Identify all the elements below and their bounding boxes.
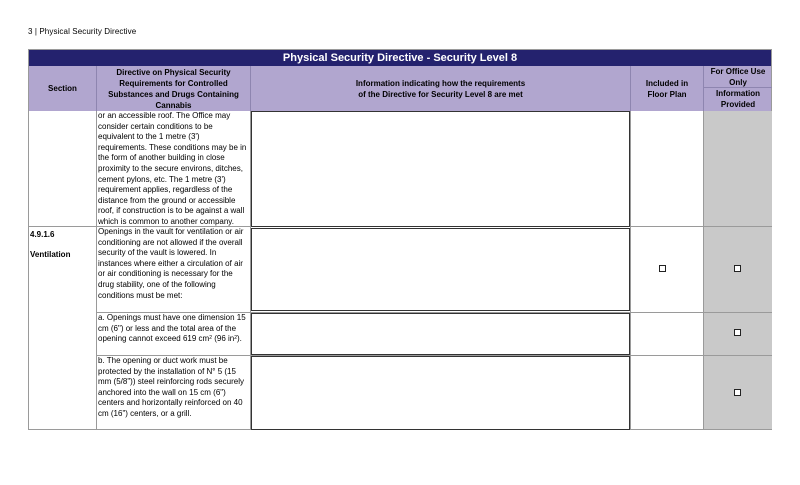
information-provided-checkbox[interactable] <box>734 389 741 396</box>
information-provided-checkbox[interactable] <box>734 329 741 336</box>
table-title: Physical Security Directive - Security Level 8 <box>29 50 771 66</box>
directive-text: or an accessible roof. The Office may consider certain conditions to be equivalent to the 1 metre (3') requirements. These conditions may be in the form of another building in close proximity to the secure environs, ditches, cement pylons, etc. The 1 metre (3') requirement applies, regardless of the distance from the ground or accessible roof, if construction is to be against a wall which is common to another company. <box>98 111 247 226</box>
section-name: Ventilation <box>30 250 71 259</box>
header-directive: Directive on Physical Security Requirements for Controlled Substances and Drugs Containing Cannabis <box>97 66 251 111</box>
floor-plan-checkbox[interactable] <box>659 265 666 272</box>
header-office-use-only: For Office Use Only <box>704 66 772 88</box>
header-section: Section <box>29 66 97 111</box>
header-information-provided: Information Provided <box>716 89 760 109</box>
column-divider <box>630 111 631 429</box>
information-provided-checkbox[interactable] <box>734 265 741 272</box>
directive-text-b: b. The opening or duct work must be protected by the installation of N° 5 (15 mm (5/8")) steel reinforcing rods securely anchored into the wall on 15 cm (6") centers and horizontally reinforced on 40 cm (16") centers, or a grill. <box>98 356 244 418</box>
information-input-2[interactable] <box>251 228 630 311</box>
header-floor-plan: Included in Floor Plan <box>631 66 704 111</box>
page-header: 3 | Physical Security Directive <box>28 27 137 36</box>
directive-text-a: a. Openings must have one dimension 15 cm (6") or less and the total area of the opening cannot exceed 619 $cm^2$ (96 $in^2$). <box>98 313 246 344</box>
column-divider <box>703 111 704 429</box>
information-input-3[interactable] <box>251 313 630 355</box>
header-row <box>29 66 771 111</box>
column-divider <box>96 111 97 429</box>
directive-text: Openings in the vault for ventilation or air conditioning are not allowed if the overall security of the vault is lowered. In instances where either a circulation of air or air conditioning is necessary for the drug stability, one of the following conditions must be met: <box>98 227 244 300</box>
header-information: Information indicating how the requirements of the Directive for Security Level 8 are met <box>251 66 631 111</box>
information-input-4[interactable] <box>251 356 630 430</box>
header-office-use <box>704 66 772 111</box>
security-directive-table <box>28 49 772 430</box>
section-number: 4.9.1.6 <box>30 230 55 239</box>
information-input-1[interactable] <box>251 111 630 227</box>
